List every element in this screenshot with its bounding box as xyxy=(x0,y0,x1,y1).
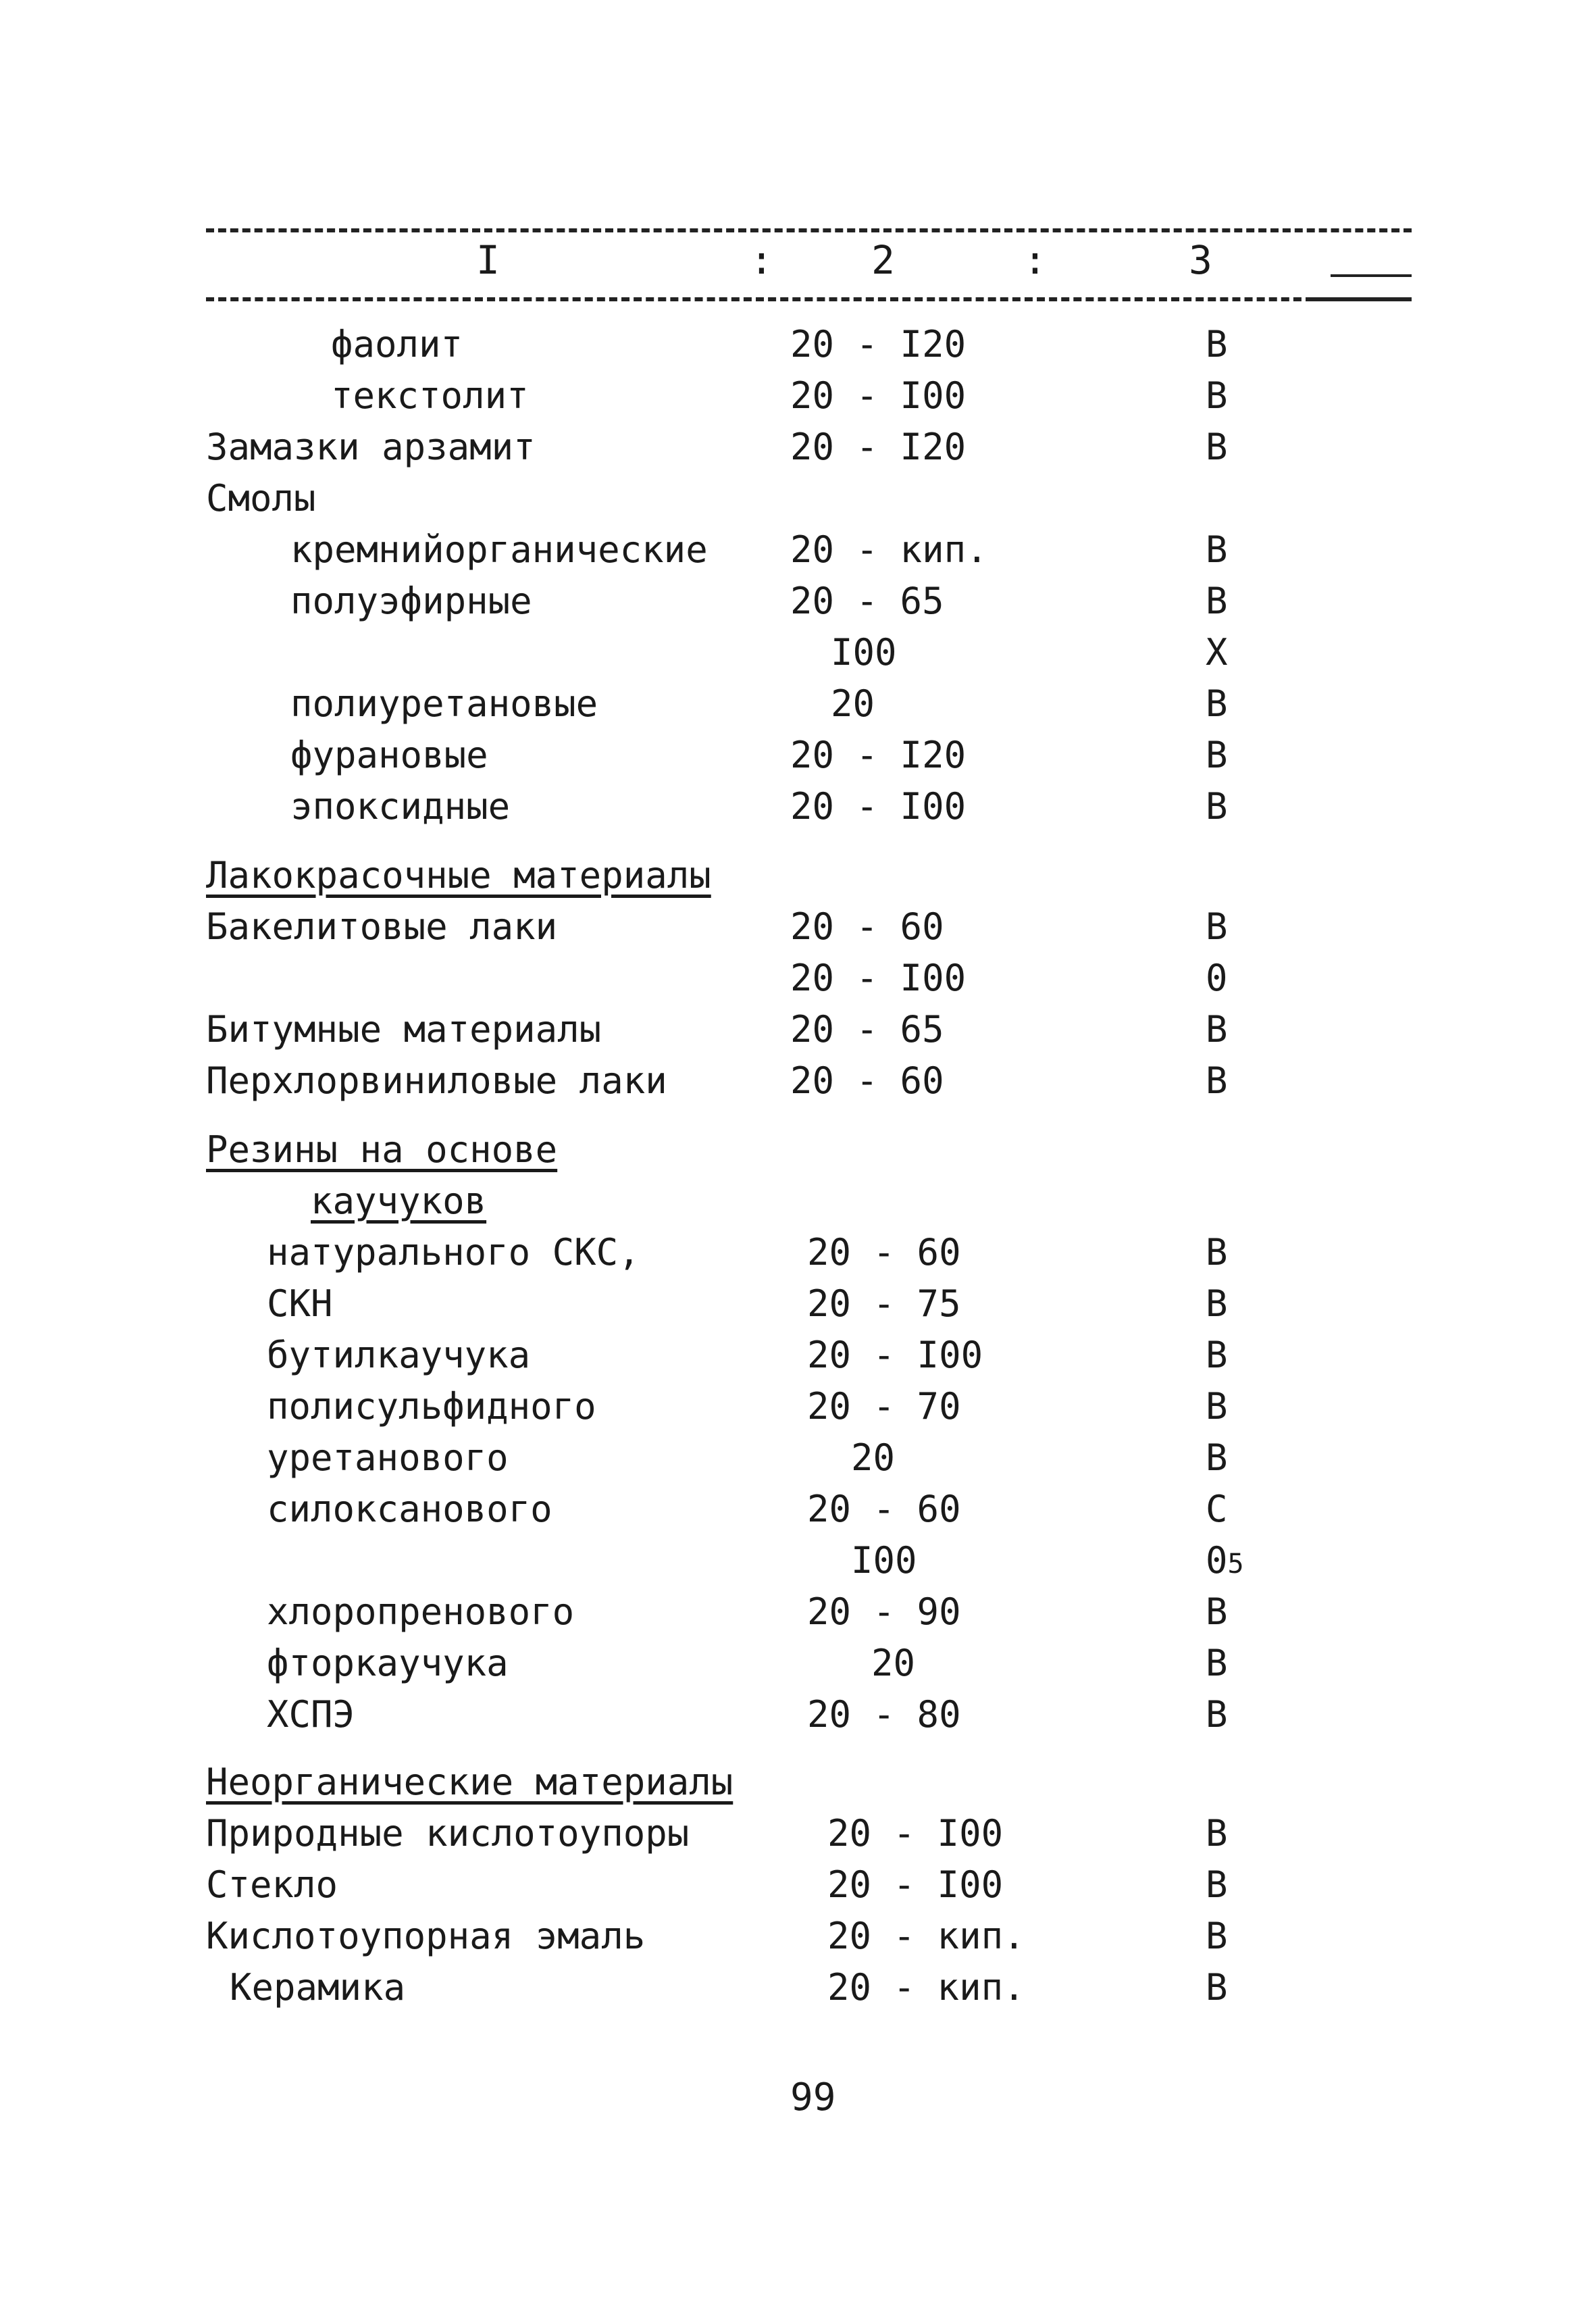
table-row xyxy=(0,627,1596,678)
material-cell: Керамика xyxy=(230,1966,406,2009)
material-cell: натурального СКС, xyxy=(267,1231,640,1274)
temperature-cell: 20 - 90 xyxy=(807,1590,961,1633)
section-heading: Резины на основе xyxy=(206,1128,558,1171)
rating-cell: В xyxy=(1206,323,1228,366)
table-row xyxy=(0,1911,1596,1962)
rating-cell: В xyxy=(1206,785,1228,828)
rating-cell: В xyxy=(1206,682,1228,725)
material-cell: бутилкаучука xyxy=(267,1334,531,1376)
rating-cell: В xyxy=(1206,1436,1228,1479)
table-row xyxy=(0,473,1596,524)
rating-cell: 0 xyxy=(1206,957,1228,999)
material-cell: Природные кислотоупоры xyxy=(206,1812,690,1855)
rating-cell xyxy=(1206,1535,1244,1590)
table-row xyxy=(0,1808,1596,1859)
material-cell: Бакелитовые лаки xyxy=(206,905,558,948)
header-sep1: : xyxy=(750,237,773,283)
temperature-cell: 20 - 60 xyxy=(790,1059,944,1102)
header-sep2: : xyxy=(1023,237,1047,283)
table-row xyxy=(0,1278,1596,1330)
material-cell: силоксанового xyxy=(267,1488,552,1530)
temperature-cell: 20 - I00 xyxy=(790,957,967,999)
rating-value: 0 xyxy=(1206,1539,1228,1582)
material-cell: кремнийорганические xyxy=(290,528,708,571)
temperature-cell: 20 - 80 xyxy=(807,1693,961,1736)
table-row xyxy=(0,730,1596,781)
temperature-cell: 20 - I00 xyxy=(827,1863,1004,1906)
rating-cell: В xyxy=(1206,580,1228,622)
material-cell: полисульфидного xyxy=(267,1385,596,1428)
table-row xyxy=(0,1381,1596,1432)
temperature-cell: 20 - I20 xyxy=(790,734,967,776)
temperature-cell: 20 - I00 xyxy=(790,785,967,828)
table-row xyxy=(0,1586,1596,1638)
table-row xyxy=(0,1535,1596,1586)
rating-cell: В xyxy=(1206,1590,1228,1633)
table-row xyxy=(0,901,1596,953)
table-row xyxy=(0,1859,1596,1911)
rating-cell: В xyxy=(1206,1915,1228,1957)
table-row xyxy=(0,576,1596,627)
group-label: Смолы xyxy=(206,477,316,520)
temperature-cell: 20 - I20 xyxy=(790,323,967,366)
section-heading: Неорганические материалы xyxy=(206,1761,733,1803)
rating-cell: В xyxy=(1206,1812,1228,1855)
temperature-cell: 20 xyxy=(831,682,875,725)
header-col2: 2 xyxy=(871,237,895,283)
table-row xyxy=(0,1055,1596,1107)
table-row xyxy=(0,953,1596,1004)
table-row xyxy=(0,1227,1596,1278)
material-cell: эпоксидные xyxy=(290,785,511,828)
material-cell: уретанового xyxy=(267,1436,509,1479)
table-row xyxy=(0,524,1596,576)
material-cell: полуэфирные xyxy=(290,580,532,622)
temperature-cell: I00 xyxy=(851,1539,917,1582)
rating-cell: Х xyxy=(1206,631,1228,674)
material-cell: текстолит xyxy=(331,374,529,417)
table-row xyxy=(0,781,1596,832)
rating-cell: В xyxy=(1206,426,1228,468)
rating-cell: В xyxy=(1206,1231,1228,1274)
temperature-cell: 20 - кип. xyxy=(827,1966,1025,2009)
rating-cell: В xyxy=(1206,1385,1228,1428)
temperature-cell: 20 - I00 xyxy=(807,1334,983,1376)
material-cell: Битумные материалы xyxy=(206,1008,602,1051)
temperature-cell: 20 - 60 xyxy=(790,905,944,948)
temperature-cell: 20 xyxy=(871,1642,916,1684)
table-row xyxy=(0,1689,1596,1740)
rating-cell: В xyxy=(1206,1059,1228,1102)
material-cell: СКН xyxy=(267,1282,333,1325)
rating-cell: В xyxy=(1206,1966,1228,2009)
rating-cell: В xyxy=(1206,905,1228,948)
material-cell: фторкаучука xyxy=(267,1642,509,1684)
rating-cell: В xyxy=(1206,1693,1228,1736)
rating-cell: В xyxy=(1206,1282,1228,1325)
temperature-cell: 20 - 65 xyxy=(790,580,944,622)
header-top-rule xyxy=(206,228,1412,232)
material-cell: Перхлорвиниловые лаки xyxy=(206,1059,667,1102)
table-row xyxy=(0,1330,1596,1381)
temperature-cell: 20 - I20 xyxy=(790,426,967,468)
rating-cell: В xyxy=(1206,374,1228,417)
material-cell: ХСПЭ xyxy=(267,1693,355,1736)
header-col3: 3 xyxy=(1189,237,1212,283)
table-row xyxy=(0,1176,1596,1227)
table-row xyxy=(0,850,1596,901)
page-number: 99 xyxy=(790,2076,836,2119)
temperature-cell: I00 xyxy=(831,631,897,674)
temperature-cell: 20 - 60 xyxy=(807,1231,961,1274)
table-row xyxy=(0,1004,1596,1055)
material-cell: полиуретановые xyxy=(290,682,598,725)
material-cell: Кислотоупорная эмаль xyxy=(206,1915,646,1957)
material-cell: фурановые xyxy=(290,734,488,776)
temperature-cell: 20 - кип. xyxy=(827,1915,1025,1957)
table-row xyxy=(0,1432,1596,1484)
material-cell: Замазки арзамит xyxy=(206,426,536,468)
table-row xyxy=(0,370,1596,422)
table-row xyxy=(0,678,1596,730)
table-row xyxy=(0,319,1596,370)
table-row xyxy=(0,1124,1596,1176)
header-mid-rule xyxy=(1331,274,1412,277)
rating-cell: В xyxy=(1206,1008,1228,1051)
section-heading: Лакокрасочные материалы xyxy=(206,854,711,897)
table-row xyxy=(0,1962,1596,2013)
rating-cell: В xyxy=(1206,528,1228,571)
rating-cell: В xyxy=(1206,1863,1228,1906)
temperature-cell: 20 - кип. xyxy=(790,528,988,571)
rating-cell: С xyxy=(1206,1488,1228,1530)
header-bottom-rule-solid xyxy=(1314,297,1412,301)
rating-cell: В xyxy=(1206,1334,1228,1376)
header-col1: I xyxy=(476,237,500,283)
temperature-cell: 20 - I00 xyxy=(790,374,967,417)
material-cell: фаолит xyxy=(331,323,463,366)
section-heading-cont: каучуков xyxy=(311,1180,487,1222)
rating-cell: В xyxy=(1206,1642,1228,1684)
rating-footnote-mark: 5 xyxy=(1227,1549,1244,1580)
temperature-cell: 20 - I00 xyxy=(827,1812,1004,1855)
material-cell: Стекло xyxy=(206,1863,338,1906)
temperature-cell: 20 - 60 xyxy=(807,1488,961,1530)
temperature-cell: 20 xyxy=(851,1436,896,1479)
temperature-cell: 20 - 75 xyxy=(807,1282,961,1325)
header-bottom-rule xyxy=(206,297,1314,301)
rating-cell: В xyxy=(1206,734,1228,776)
material-cell: хлоропренового xyxy=(267,1590,575,1633)
table-row xyxy=(0,1638,1596,1689)
temperature-cell: 20 - 70 xyxy=(807,1385,961,1428)
table-row xyxy=(0,422,1596,473)
table-row xyxy=(0,1757,1596,1808)
table-row xyxy=(0,1484,1596,1535)
temperature-cell: 20 - 65 xyxy=(790,1008,944,1051)
